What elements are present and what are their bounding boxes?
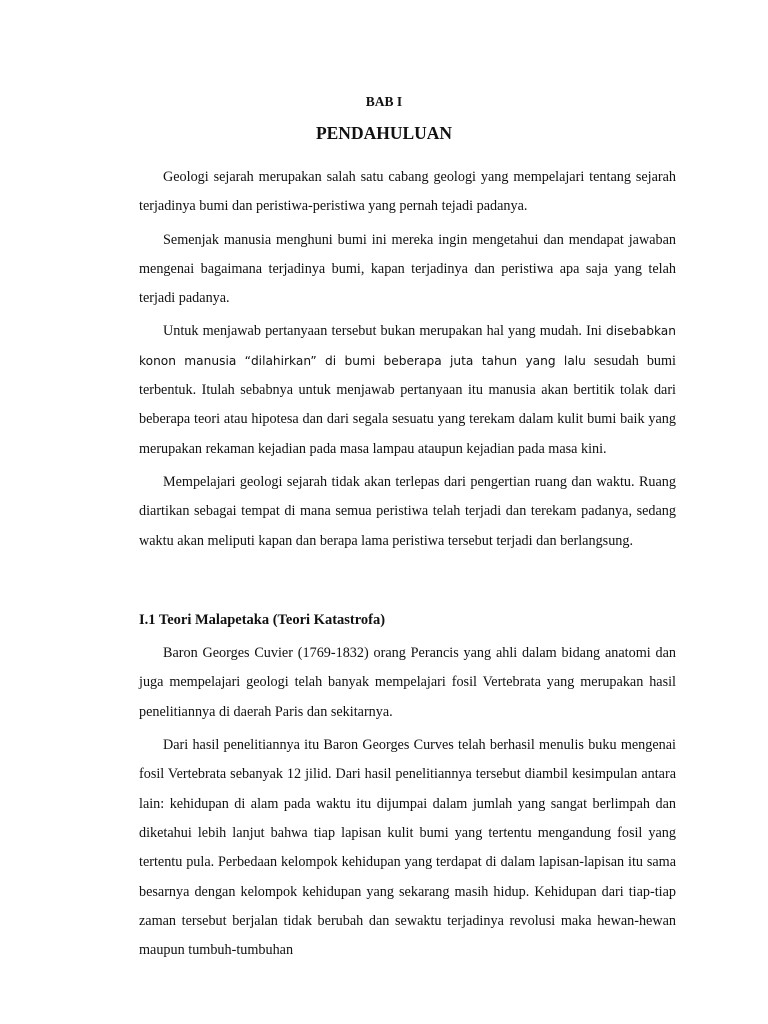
- section-heading: I.1 Teori Malapetaka (Teori Katastrofa): [139, 611, 386, 628]
- intro-paragraph-3: [139, 317, 676, 463]
- intro-paragraph-3-part-b: disebabkan konon manusia “dilahirkan” di bumi beberapa juta tahun yang lalu: [139, 324, 676, 368]
- section-paragraph-1: Baron Georges Cuvier (1769-1832) orang Perancis yang ahli dalam bidang anatomi dan juga mempelajari geologi telah banyak mempelajari fosil Vertebrata yang merupakan hasil penelitiannya di daerah Paris dan sekitarnya.: [139, 645, 676, 720]
- intro-paragraph-3-part-a: Untuk menjawab pertanyaan tersebut bukan merupakan hal yang mudah. Ini: [163, 323, 607, 340]
- intro-paragraph-2: Semenjak manusia menghuni bumi ini mereka ingin mengetahui dan mendapat jawaban mengenai bagaimana terjadinya bumi, kapan terjadinya dan peristiwa apa saja yang telah terjadi padanya.: [139, 231, 676, 307]
- intro-paragraph-1: Geologi sejarah merupakan salah satu cabang geologi yang mempelajari tentang sejarah terjadinya bumi dan peristiwa-peristiwa yang pernah tejadi padanya.: [139, 169, 676, 215]
- section-paragraph-2: Dari hasil penelitiannya itu Baron Georges Curves telah berhasil menulis buku mengenai fosil Vertebrata sebanyak 12 jilid. Dari hasil penelitiannya tersebut diambil kesimpulan antara lain: kehidupan di alam pada waktu itu dijumpai dalam jumlah yang sangat berlimpah dan diketahui lebih lanjut bahwa tiap lapisan kulit bumi yang tertentu mengandung fosil yang tertentu pula. Perbedaan kelompok kehidupan yang terdapat di dalam lapisan-lapisan itu sama besarnya dengan kelompok kehidupan yang sekarang masih hidup. Kehidupan dari tiap-tiap zaman tersebut berjalan tidak berubah dan sewaktu terjadinya revolusi maka hewan-hewan maupun tumbuh-tumbuhan: [139, 737, 676, 959]
- chapter-label: BAB I: [365, 94, 403, 109]
- intro-paragraph-3-part-c: sesudah bumi terbentuk. Itulah sebabnya untuk menjawab pertanyaan itu manusia akan bertitik tolak dari beberapa teori atau hipotesa dan dari segala sesuatu yang terekam dalam kulit bumi baik yang merupakan rekaman kejadian pada masa lampau ataupun kejadian pada masa kini.: [139, 352, 676, 457]
- body-text: [139, 163, 676, 969]
- chapter-title: PENDAHULUAN: [315, 123, 453, 143]
- intro-paragraph-4: Mempelajari geologi sejarah tidak akan terlepas dari pengertian ruang dan waktu. Ruang diartikan sebagai tempat di mana semua peristiwa telah terjadi dan terekam padanya, sedang waktu akan meliputi kapan dan berapa lama peristiwa tersebut terjadi dan berlangsung.: [139, 473, 676, 549]
